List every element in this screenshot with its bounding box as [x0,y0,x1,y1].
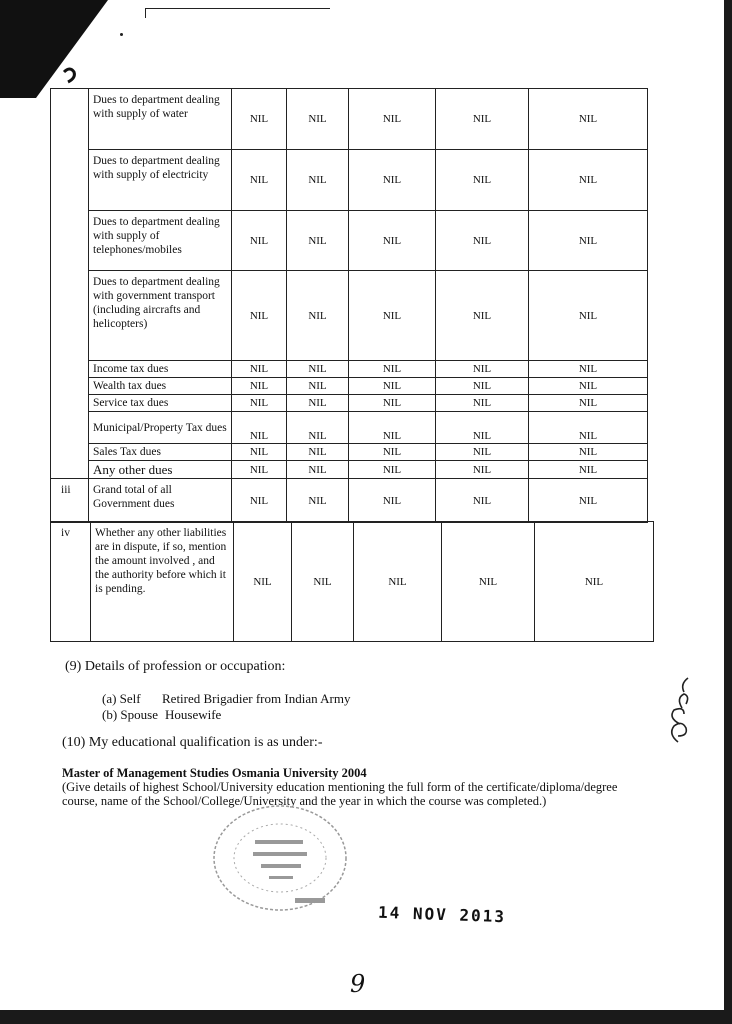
row-label: Grand total of all Government dues [89,479,232,523]
row-label: Dues to department dealing with supply of electricity [89,150,232,211]
value-cell: NIL [529,461,648,479]
row-label: Dues to department dealing with government transport (including aircrafts and helicopters) [89,271,232,361]
value-cell: NIL [232,395,287,412]
value-cell: NIL [529,444,648,461]
table-row [51,150,648,211]
self-label: (a) Self [102,691,141,706]
value-cell: NIL [232,361,287,378]
value-cell: NIL [287,271,349,361]
value-cell: NIL [287,444,349,461]
section9-heading: (9) Details of profession or occupation: [65,659,286,674]
table-row [51,444,648,461]
value-cell: NIL [232,211,287,271]
table-row-disputed [51,522,654,642]
disputed-liabilities-table [50,521,654,642]
value-cell: NIL [287,461,349,479]
value-cell: NIL [232,461,287,479]
value-cell: NIL [287,412,349,444]
scan-dot [120,33,123,36]
value-cell: NIL [232,271,287,361]
value-cell: NIL [349,89,436,150]
row-label: Service tax dues [89,395,232,412]
value-cell: NIL [287,150,349,211]
value-cell: NIL [436,89,529,150]
folded-corner-mark [0,0,150,100]
value-cell: NIL [436,361,529,378]
value-cell: NIL [349,461,436,479]
date-stamp: 14 NOV 2013 [377,902,507,927]
value-cell: NIL [529,150,648,211]
value-cell: NIL [287,89,349,150]
table-row [51,461,648,479]
value-cell: NIL [529,479,648,523]
table-row [51,89,648,150]
value-cell: NIL [529,378,648,395]
value-cell: NIL [232,89,287,150]
row-index: iii [51,479,89,523]
value-cell: NIL [436,378,529,395]
table-row [51,395,648,412]
value-cell: NIL [436,412,529,444]
value-cell: NIL [349,211,436,271]
dues-table [50,88,648,523]
scan-border-bottom [0,1010,732,1024]
value-cell: NIL [535,522,654,642]
value-cell: NIL [529,89,648,150]
value-cell: NIL [436,444,529,461]
page-number: 9 [350,970,366,998]
scan-border-right [724,0,732,1024]
row-label: Whether any other liabilities are in dispute, if so, mention the amount involved , and the authority before which it is pending. [91,522,234,642]
value-cell: NIL [349,479,436,523]
value-cell: NIL [234,522,292,642]
section10-heading: (10) My educational qualification is as under:- [62,735,323,750]
value-cell: NIL [349,150,436,211]
table-row-grand-total [51,479,648,523]
row-label: Sales Tax dues [89,444,232,461]
table-row [51,271,648,361]
row-index: iv [51,522,91,642]
table-row [51,378,648,395]
qualification-note-line1: (Give details of highest School/University education mentioning the full form of the certificate/diploma/degree [62,780,618,794]
value-cell: NIL [529,395,648,412]
row-label: Any other dues [89,461,232,479]
value-cell: NIL [349,378,436,395]
value-cell: NIL [436,395,529,412]
value-cell: NIL [349,271,436,361]
scan-line [145,8,330,9]
value-cell: NIL [232,150,287,211]
official-seal-stamp [205,800,355,920]
value-cell: NIL [287,395,349,412]
value-cell: NIL [232,479,287,523]
qualification: Master of Management Studies Osmania University 2004 [62,766,367,780]
row-label: Income tax dues [89,361,232,378]
row-label: Wealth tax dues [89,378,232,395]
qualification-note-line2: course, name of the School/College/University and the year in which the course was completed.) [62,794,547,808]
value-cell: NIL [436,211,529,271]
value-cell: NIL [349,412,436,444]
value-cell: NIL [287,479,349,523]
scan-tick [145,8,146,18]
handwritten-signature [660,672,700,747]
value-cell: NIL [529,271,648,361]
value-cell: NIL [529,361,648,378]
value-cell: NIL [436,150,529,211]
value-cell: NIL [529,211,648,271]
value-cell: NIL [292,522,354,642]
value-cell: NIL [232,444,287,461]
value-cell: NIL [349,395,436,412]
value-cell: NIL [354,522,442,642]
table-row [51,211,648,271]
value-cell: NIL [232,378,287,395]
row-label: Dues to department dealing with supply of water [89,89,232,150]
value-cell: NIL [287,378,349,395]
row-label: Dues to department dealing with supply of telephones/mobiles [89,211,232,271]
self-occupation: Retired Brigadier from Indian Army [162,691,351,706]
value-cell: NIL [349,444,436,461]
value-cell: NIL [442,522,535,642]
table-row [51,412,648,444]
value-cell: NIL [436,461,529,479]
value-cell: NIL [436,479,529,523]
table-row [51,361,648,378]
row-label: Municipal/Property Tax dues [89,412,232,444]
spouse-label: (b) Spouse [102,707,158,722]
value-cell: NIL [349,361,436,378]
value-cell: NIL [287,211,349,271]
value-cell: NIL [287,361,349,378]
value-cell: NIL [232,412,287,444]
value-cell: NIL [529,412,648,444]
spouse-occupation: Housewife [165,707,222,722]
value-cell: NIL [436,271,529,361]
index-cell [51,89,89,479]
